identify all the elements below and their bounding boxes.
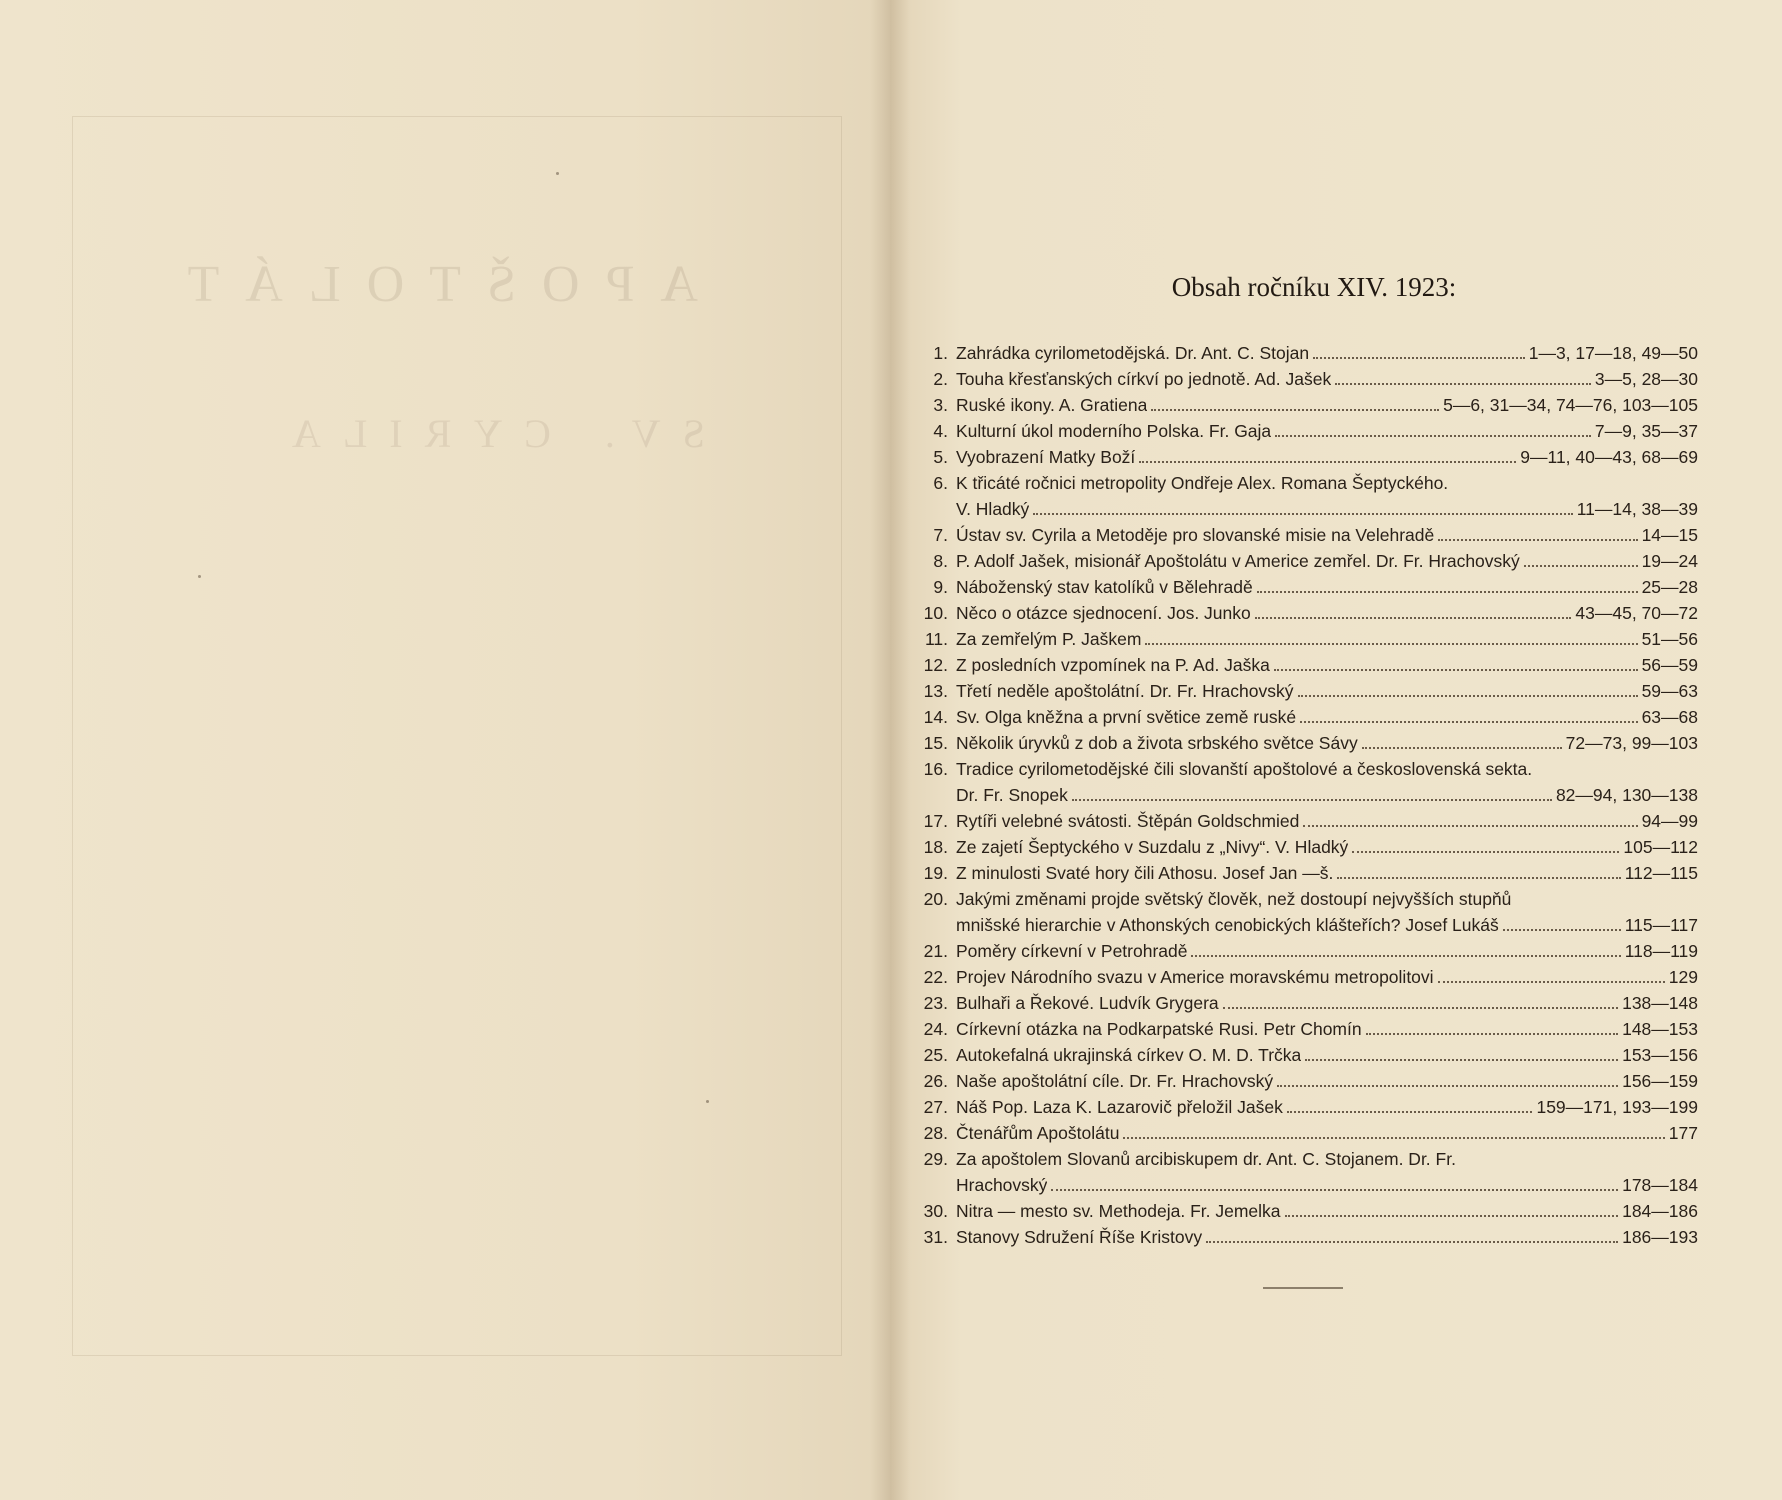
entry-pages: 1—3, 17—18, 49—50 xyxy=(1528,343,1698,363)
entry-number: 5. xyxy=(933,447,948,467)
dot-leader xyxy=(1123,1137,1664,1139)
dot-leader xyxy=(1206,1241,1618,1243)
dot-leader xyxy=(1072,799,1552,801)
entry-pages: 153—156 xyxy=(1622,1045,1698,1065)
entry-number: 24. xyxy=(923,1019,948,1039)
entry-number: 2. xyxy=(933,369,948,389)
entry-title: Náš Pop. Laza K. Lazarovič přeložil Jašek xyxy=(956,1097,1283,1117)
toc-entry xyxy=(912,1068,1698,1094)
left-page-bleed-through xyxy=(0,0,890,1500)
toc-entry xyxy=(912,886,1698,912)
entry-pages: 82—94, 130—138 xyxy=(1555,785,1698,805)
toc-entry-continuation xyxy=(912,1172,1698,1198)
toc-entry-continuation xyxy=(912,782,1698,808)
toc-entry-continuation xyxy=(912,496,1698,522)
entry-title: Naše apoštolátní cíle. Dr. Fr. Hrachovský xyxy=(956,1071,1274,1091)
toc-entry xyxy=(912,1094,1698,1120)
entry-title: Ústav sv. Cyrila a Metoděje pro slovanské misie na Velehradě xyxy=(956,525,1435,545)
entry-title: Ruské ikony. A. Gratiena xyxy=(956,395,1148,415)
entry-pages: 25—28 xyxy=(1641,577,1698,597)
entry-number: 31. xyxy=(923,1227,948,1247)
entry-number: 30. xyxy=(923,1201,948,1221)
dot-leader xyxy=(1139,461,1516,463)
entry-number: 6. xyxy=(933,473,948,493)
entry-pages: 3—5, 28—30 xyxy=(1594,369,1698,389)
entry-title: Rytíři velebné svátosti. Štěpán Goldschmied xyxy=(956,811,1300,831)
toc-entry xyxy=(912,548,1698,574)
dot-leader xyxy=(1337,877,1620,879)
entry-number: 8. xyxy=(933,551,948,571)
entry-title: P. Adolf Jašek, misionář Apoštolátu v Americe zemřel. Dr. Fr. Hrachovský xyxy=(956,551,1520,571)
entry-title: Z posledních vzpomínek na P. Ad. Jaška xyxy=(956,655,1270,675)
entry-number: 26. xyxy=(923,1071,948,1091)
entry-pages: 186—193 xyxy=(1622,1227,1698,1247)
dot-leader xyxy=(1362,747,1562,749)
dot-leader xyxy=(1352,851,1619,853)
entry-title: Několik úryvků z dob a života srbského světce Sávy xyxy=(956,733,1358,753)
dot-leader xyxy=(1033,513,1572,515)
entry-pages: 51—56 xyxy=(1641,629,1698,649)
paper-speck xyxy=(706,1100,709,1103)
toc-entry xyxy=(912,366,1698,392)
paper-speck xyxy=(198,575,201,578)
toc-entry xyxy=(912,392,1698,418)
bleed-through-title: APOŠTOLÁT xyxy=(161,256,698,313)
dot-leader xyxy=(1255,617,1572,619)
entry-number: 11. xyxy=(924,629,948,649)
entry-title: Za apoštolem Slovanů arcibiskupem dr. Ant. C. Stojanem. Dr. Fr. xyxy=(956,1149,1456,1169)
entry-number: 7. xyxy=(933,525,948,545)
entry-number: 25. xyxy=(923,1045,948,1065)
entry-title: Něco o otázce sjednocení. Jos. Junko xyxy=(956,603,1251,623)
toc-entry xyxy=(912,1042,1698,1068)
entry-pages: 59—63 xyxy=(1641,681,1698,701)
toc-entry xyxy=(912,860,1698,886)
entry-title: Vyobrazení Matky Boží xyxy=(956,447,1136,467)
toc-entry xyxy=(912,340,1698,366)
entry-number: 9. xyxy=(933,577,948,597)
entry-pages: 56—59 xyxy=(1641,655,1698,675)
end-rule-divider xyxy=(1263,1287,1343,1289)
dot-leader xyxy=(1191,955,1620,957)
entry-number: 18. xyxy=(923,837,948,857)
entry-number: 15. xyxy=(923,733,948,753)
entry-pages: 112—115 xyxy=(1624,863,1698,883)
entry-title: Touha křesťanských církví po jednotě. Ad. Jašek xyxy=(956,369,1332,389)
entry-number: 23. xyxy=(923,993,948,1013)
dot-leader xyxy=(1438,981,1665,983)
entry-title: Církevní otázka na Podkarpatské Rusi. Petr Chomín xyxy=(956,1019,1362,1039)
entry-pages: 43—45, 70—72 xyxy=(1575,603,1698,623)
entry-title: Zahrádka cyrilometodějská. Dr. Ant. C. Stojan xyxy=(956,343,1310,363)
entry-number: 12. xyxy=(923,655,948,675)
entry-number: 1. xyxy=(933,343,948,363)
entry-title: Nitra — mesto sv. Methodeja. Fr. Jemelka xyxy=(956,1201,1281,1221)
entry-title: Třetí neděle apoštolátní. Dr. Fr. Hrachovský xyxy=(956,681,1294,701)
dot-leader xyxy=(1285,1215,1619,1217)
entry-pages: 115—117 xyxy=(1624,915,1698,935)
entry-title: K třicáté ročnici metropolity Ondřeje Alex. Romana Šeptyckého. xyxy=(956,473,1449,493)
page-title: Obsah ročníku XIV. 1923: xyxy=(1171,272,1457,302)
entry-number: 28. xyxy=(923,1123,948,1143)
dot-leader xyxy=(1151,409,1439,411)
dot-leader xyxy=(1503,929,1621,931)
toc-entry xyxy=(912,1120,1698,1146)
entry-number: 20. xyxy=(923,889,948,909)
dot-leader xyxy=(1303,825,1637,827)
toc-entry-continuation xyxy=(912,912,1698,938)
toc-entry xyxy=(912,652,1698,678)
entry-pages: 9—11, 40—43, 68—69 xyxy=(1520,447,1698,467)
toc-entry xyxy=(912,678,1698,704)
toc-entry xyxy=(912,756,1698,782)
toc-entry xyxy=(912,1198,1698,1224)
entry-title: Stanovy Sdružení Říše Kristovy xyxy=(956,1227,1203,1247)
toc-entry xyxy=(912,574,1698,600)
entry-pages: 178—184 xyxy=(1622,1175,1698,1195)
entry-pages: 94—99 xyxy=(1641,811,1698,831)
entry-title: Jakými změnami projde světský člověk, než dostoupí nejvyšších stupňů xyxy=(956,889,1512,909)
entry-pages: 11—14, 38—39 xyxy=(1576,499,1698,519)
dot-leader xyxy=(1223,1007,1618,1009)
entry-title: Sv. Olga kněžna a první světice země ruské xyxy=(956,707,1297,727)
entry-number: 4. xyxy=(933,421,948,441)
entry-title: Poměry církevní v Petrohradě xyxy=(956,941,1188,961)
paper-speck xyxy=(556,172,559,175)
book-gutter xyxy=(870,0,910,1500)
toc-entry xyxy=(912,470,1698,496)
entry-pages: 63—68 xyxy=(1641,707,1698,727)
entry-pages: 105—112 xyxy=(1623,837,1698,857)
entry-number: 21. xyxy=(923,941,948,961)
dot-leader xyxy=(1275,435,1591,437)
toc-entry xyxy=(912,1146,1698,1172)
entry-number: 29. xyxy=(923,1149,948,1169)
dot-leader xyxy=(1438,539,1637,541)
entry-title: Projev Národního svazu v Americe moravskému metropolitovi xyxy=(956,967,1434,987)
entry-number: 17. xyxy=(923,811,948,831)
table-of-contents xyxy=(912,340,1698,1250)
entry-number: 19. xyxy=(923,863,948,883)
dot-leader xyxy=(1257,591,1638,593)
dot-leader xyxy=(1524,565,1638,567)
entry-number: 16. xyxy=(923,759,948,779)
dot-leader xyxy=(1366,1033,1618,1035)
entry-title: Autokefalná ukrajinská církev O. M. D. Trčka xyxy=(956,1045,1302,1065)
entry-title-continuation: Hrachovský xyxy=(956,1175,1048,1195)
entry-title-continuation: mnišské hierarchie v Athonských cenobických klášteřích? Josef Lukáš xyxy=(956,915,1499,935)
toc-entry xyxy=(912,938,1698,964)
entry-number: 14. xyxy=(923,707,948,727)
toc-entry xyxy=(912,418,1698,444)
dot-leader xyxy=(1277,1085,1618,1087)
bleed-through-subtitle: SV. CYRILA xyxy=(270,411,705,456)
entry-pages: 184—186 xyxy=(1622,1201,1698,1221)
toc-entry xyxy=(912,808,1698,834)
entry-pages: 19—24 xyxy=(1641,551,1698,571)
toc-entry xyxy=(912,964,1698,990)
entry-title: Z minulosti Svaté hory čili Athosu. Josef Jan —š. xyxy=(956,863,1334,883)
dot-leader xyxy=(1335,383,1591,385)
entry-title: Kulturní úkol moderního Polska. Fr. Gaja xyxy=(956,421,1272,441)
entry-number: 27. xyxy=(923,1097,948,1117)
dot-leader xyxy=(1300,721,1637,723)
toc-entry xyxy=(912,626,1698,652)
entry-title: Bulhaři a Řekové. Ludvík Grygera xyxy=(956,993,1219,1013)
toc-entry xyxy=(912,444,1698,470)
entry-title: Za zemřelým P. Jaškem xyxy=(956,629,1142,649)
entry-number: 22. xyxy=(923,967,948,987)
dot-leader xyxy=(1287,1111,1533,1113)
dot-leader xyxy=(1313,357,1525,359)
dot-leader xyxy=(1145,643,1637,645)
entry-pages: 138—148 xyxy=(1622,993,1698,1013)
entry-pages: 72—73, 99—103 xyxy=(1565,733,1698,753)
entry-pages: 14—15 xyxy=(1641,525,1698,545)
entry-title: Tradice cyrilometodějské čili slovanští apoštolové a československá sekta. xyxy=(956,759,1533,779)
toc-entry xyxy=(912,522,1698,548)
entry-pages: 7—9, 35—37 xyxy=(1594,421,1698,441)
toc-entry xyxy=(912,1016,1698,1042)
entry-pages: 148—153 xyxy=(1622,1019,1698,1039)
entry-number: 13. xyxy=(923,681,948,701)
toc-entry xyxy=(912,600,1698,626)
entry-pages: 5—6, 31—34, 74—76, 103—105 xyxy=(1443,395,1698,415)
entry-title: Ze zajetí Šeptyckého v Suzdalu z „Nivy“. V. Hladký xyxy=(956,837,1349,857)
toc-entry xyxy=(912,730,1698,756)
entry-pages: 156—159 xyxy=(1622,1071,1698,1091)
entry-number: 10. xyxy=(923,603,948,623)
toc-entry xyxy=(912,834,1698,860)
dot-leader xyxy=(1305,1059,1618,1061)
entry-pages: 159—171, 193—199 xyxy=(1536,1097,1698,1117)
toc-entry xyxy=(912,704,1698,730)
entry-number: 3. xyxy=(933,395,948,415)
entry-title-continuation: Dr. Fr. Snopek xyxy=(956,785,1068,805)
entry-title-continuation: V. Hladký xyxy=(956,499,1030,519)
entry-pages: 118—119 xyxy=(1624,941,1698,961)
entry-title: Čtenářům Apoštolátu xyxy=(956,1123,1120,1143)
dot-leader xyxy=(1298,695,1638,697)
dot-leader xyxy=(1051,1189,1618,1191)
toc-entry xyxy=(912,1224,1698,1250)
entry-pages: 129 xyxy=(1668,967,1698,987)
entry-pages: 177 xyxy=(1668,1123,1698,1143)
dot-leader xyxy=(1274,669,1638,671)
toc-entry xyxy=(912,990,1698,1016)
entry-title: Náboženský stav katolíků v Bělehradě xyxy=(956,577,1253,597)
